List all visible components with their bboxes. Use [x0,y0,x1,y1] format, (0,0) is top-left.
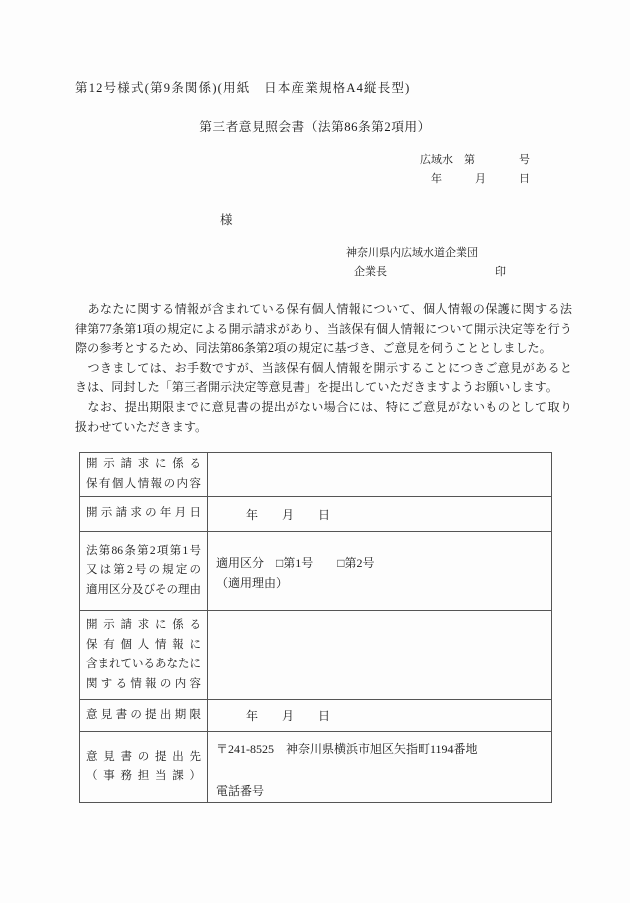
reference-number-line: 広域水 第 号 [420,153,530,166]
table-row-your-info [80,611,552,700]
label-submission-deadline: 意見書の提出期限 [80,700,208,732]
form-number: 第12号様式(第9条関係)(用紙 日本産業規格A4縦長型) [75,81,411,95]
body-text [75,300,572,437]
phone-number-line: 電話番号 [216,784,265,799]
date-line: 年 月 日 [431,172,530,185]
table-row-applicable-provision [80,532,552,611]
table-row-submission-address [80,732,552,803]
value-request-date: 年 月 日 [208,497,552,532]
label-your-info-content: 開示請求に係る 保有個人情報に 含まれているあなたに 関する情報の内容 [80,611,208,700]
body-line: 扱わせていただきます。 [75,419,208,434]
inquiry-table [79,452,552,803]
reference-block [0,151,530,189]
label-submission-address: 意見書の提出先 （事務担当課） [80,732,208,803]
table-row-request-date [80,497,552,532]
table-row-requested-info [80,453,552,497]
sender-block [346,244,506,282]
provision-category-line: 適用区分 □第1号 □第2号 [216,556,375,571]
value-your-info-blank [208,611,552,700]
seal-mark: 印 [495,266,506,278]
value-submission-deadline: 年 月 日 [208,700,552,732]
recipient-line [220,211,630,231]
table-row-submission-deadline [80,700,552,732]
body-line: あなたに関する情報が含まれている保有個人情報について、個人情報の保護に関する法 [75,302,572,316]
postal-address-line: 〒241-8525 神奈川県横浜市旭区矢指町1194番地 [216,742,478,757]
body-line: きは、同封した「第三者開示決定等意見書」を提出していただきますようお願いします。 [75,380,558,395]
body-line: なお、提出期限までに意見書の提出がない場合には、特にご意見がないものとして取り [75,399,572,414]
body-line: 律第77条第1項の規定による開示請求があり、当該保有個人情報について開示決定等を行う [75,321,572,336]
label-request-date: 開示請求の年月日 [80,497,208,532]
value-submission-address [208,732,552,803]
label-applicable-provision: 法第86条第2項第1号 又は第2号の規定の 適用区分及びその理由 [80,532,208,611]
body-line: つきましては、お手数ですが、当該保有個人情報を開示することにつきご意見があると [75,360,572,375]
document-title: 第三者意見照会書（法第86条第2項用） [199,120,431,134]
body-line: 際の参考とするため、同法第86条第2項の規定に基づき、ご意見を伺うこととしました。 [75,341,552,356]
label-requested-info-content: 開示請求に係る 保有個人情報の内容 [80,453,208,497]
value-requested-info-blank [208,453,552,497]
sender-organization: 神奈川県内広域水道企業団 [346,247,478,259]
provision-reason-line: （適用理由） [216,575,289,590]
sender-title-line [346,263,506,282]
recipient-suffix: 様 [220,212,233,227]
value-applicable-provision [208,532,552,611]
sender-title: 企業長 [354,266,387,278]
